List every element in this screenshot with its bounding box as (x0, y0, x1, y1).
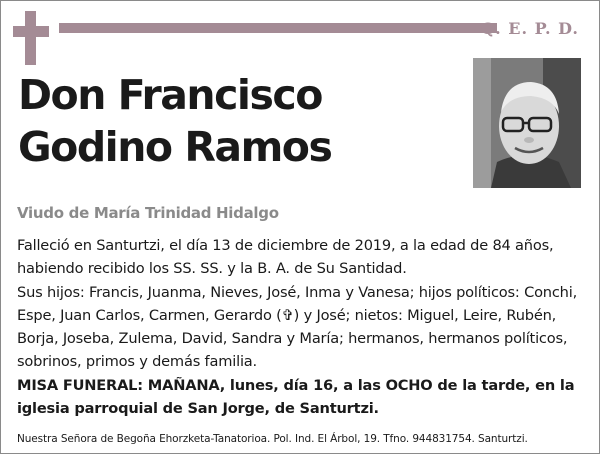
deceased-name (18, 69, 458, 173)
qepd-label: Q. E. P. D. (480, 19, 579, 38)
portrait-photo (473, 58, 581, 188)
death-announcement: Falleció en Santurtzi, el día 13 de diciembre de 2019, a la edad de 84 años, habiendo recibido los SS. SS. y la B. A. de Su Santidad. (17, 237, 554, 277)
name-line-1: Don Francisco (18, 71, 322, 119)
family-list: Sus hijos: Francis, Juanma, Nieves, José, Inma y Vanesa; hijos políticos: Conchi, Espe, Juan Carlos, Carmen, Gerardo (✞) y José; nietos: Miguel, Leire, Rubén, Borja, Joseba, Zulema, David, Sandra y María; hermanos, hermanos políticos, sobrinos, primos y demás familia. (17, 284, 578, 370)
name-line-2: Godino Ramos (18, 123, 332, 171)
funeral-mass-info: MISA FUNERAL: MAÑANA, lunes, día 16, a las OCHO de la tarde, en la iglesia parroquial de San Jorge, de Santurtzi. (17, 377, 575, 417)
header-rule (59, 23, 497, 33)
widow-of-subtitle: Viudo de María Trinidad Hidalgo (17, 204, 279, 222)
funeral-home-address: Nuestra Señora de Begoña Ehorzketa-Tanatorioa. Pol. Ind. El Árbol, 19. Tfno. 944831754. Santurtzi. (17, 433, 528, 445)
cross-icon (13, 11, 49, 65)
